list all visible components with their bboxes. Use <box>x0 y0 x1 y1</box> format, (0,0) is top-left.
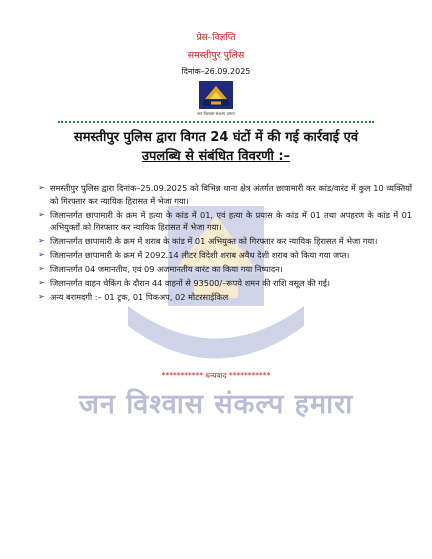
action-summary-list <box>38 182 412 305</box>
list-item-text: जिलान्तर्गत छापामारी के क्रम में हत्या के कांड में 01, एवं हत्या के प्रयास के कांड में 01 तथा अपहरण के कांड में 01 अभियुक्तों को गिरफ्तार कर न्यायिक हिरासत में भेजा गया। <box>50 209 412 232</box>
list-item <box>38 249 412 262</box>
arrow-bullet-icon: ➢ <box>38 264 45 273</box>
arrow-bullet-icon: ➢ <box>38 209 45 219</box>
bihar-police-logo-icon <box>199 81 233 109</box>
green-dotted-divider <box>58 121 374 123</box>
arrow-bullet-icon: ➢ <box>38 250 45 259</box>
list-item <box>38 263 412 276</box>
police-unit-name: समस्तीपुर पुलिस <box>187 50 245 61</box>
list-item-text: जिलान्तर्गत छापामारी के क्रम में शराब के कांड में 01 अभियुक्त को गिरफ्तार कर न्यायिक हिरासत में भेजा गया। <box>50 236 378 246</box>
report-title <box>64 128 368 166</box>
list-item <box>38 235 412 248</box>
arrow-bullet-icon: ➢ <box>38 278 45 287</box>
list-item-text: जिलान्तर्गत वाहन चेकिंग के दौरान 44 वाहनों से 93500/–रूपये शमन की राशि वसूल की गई। <box>50 278 330 288</box>
watermark-slogan: जन विश्वास संकल्प हमारा <box>78 389 354 420</box>
release-date: दिनांक–26.09.2025 <box>181 67 251 76</box>
title-line-1: समस्तीपुर पुलिस द्वारा विगत 24 घंटों में की गई कार्रवाई एवं <box>73 130 359 145</box>
logo-caption: जन विश्वास संकल्प हमारा <box>197 111 235 116</box>
list-item <box>38 209 412 234</box>
document-header <box>0 32 432 77</box>
list-item-text: जिलान्तर्गत छापामारी के क्रम में 2092.14 लीटर विदेशी शराब अवैध देशी शराब को किया गया जप्त। <box>50 250 350 260</box>
press-release-heading: प्रेस–विज्ञप्ति <box>196 33 236 43</box>
list-item-text: अन्य बरामदगी :– 01 ट्रक, 01 पिकअप, 02 मोटरसाईकिल <box>50 292 229 302</box>
list-item-text: जिलान्तर्गत 04 जमानतीय, एवं 09 अजमानतीय वारंट का किया गया निष्पादन। <box>50 264 283 274</box>
title-line-2: उपलब्धि से संबंधित विवरणी :– <box>141 149 291 164</box>
closing-thanks: *********** धन्यवाद *********** <box>161 371 271 380</box>
arrow-bullet-icon: ➢ <box>38 292 45 301</box>
list-item <box>38 182 412 207</box>
list-item <box>38 277 412 290</box>
list-item-text: समस्तीपुर पुलिस द्वारा दिनांक–25.09.2025 को विभिन्न थाना क्षेत्र अंतर्गत छापामारी कर कांड/वारंट में कुल 10 व्यक्तियों को गिरफ्तार कर न्यायिक हिरासत में भेजा गया। <box>50 183 412 206</box>
arrow-bullet-icon: ➢ <box>38 183 45 192</box>
list-item <box>38 291 412 304</box>
arrow-bullet-icon: ➢ <box>38 236 45 245</box>
